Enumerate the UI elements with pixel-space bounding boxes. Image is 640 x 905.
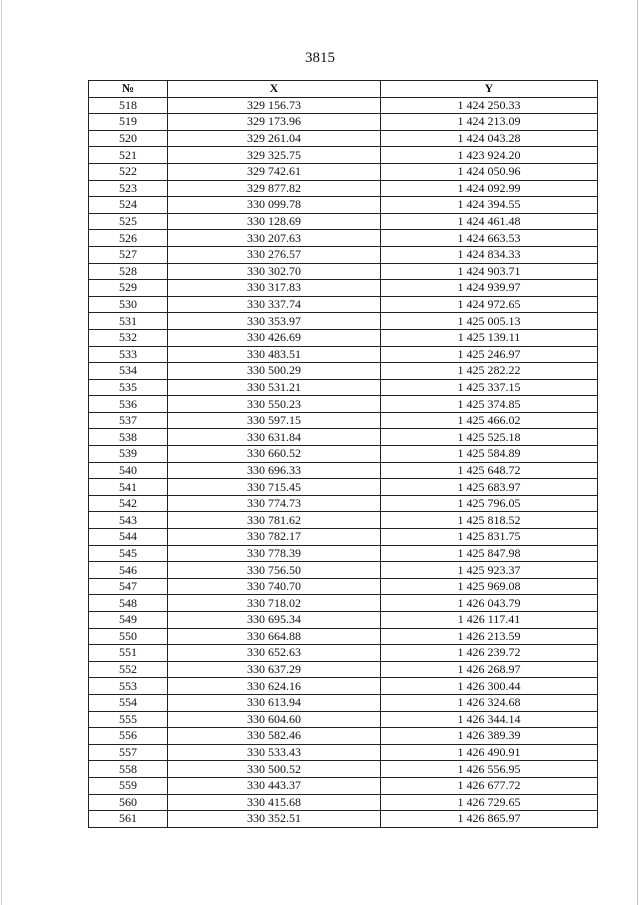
table-row: [89, 479, 598, 496]
cell-x: 330 550.23: [168, 396, 381, 413]
table-row: [89, 147, 598, 164]
cell-y: 1 424 663.53: [381, 230, 598, 247]
cell-y: 1 423 924.20: [381, 147, 598, 164]
table-row: [89, 246, 598, 263]
cell-number: 532: [89, 329, 168, 346]
cell-number: 543: [89, 512, 168, 529]
cell-number: 541: [89, 479, 168, 496]
cell-x: 330 660.52: [168, 446, 381, 463]
cell-number: 525: [89, 213, 168, 230]
cell-x: 330 483.51: [168, 346, 381, 363]
cell-y: 1 425 923.37: [381, 562, 598, 579]
table-row: [89, 412, 598, 429]
table-row: [89, 578, 598, 595]
cell-y: 1 425 683.97: [381, 479, 598, 496]
cell-number: 559: [89, 777, 168, 794]
cell-y: 1 426 344.14: [381, 711, 598, 728]
table-row: [89, 711, 598, 728]
cell-number: 560: [89, 794, 168, 811]
cell-x: 330 597.15: [168, 412, 381, 429]
cell-y: 1 426 389.39: [381, 728, 598, 745]
cell-number: 534: [89, 363, 168, 380]
table-row: [89, 396, 598, 413]
cell-x: 330 604.60: [168, 711, 381, 728]
cell-y: 1 425 831.75: [381, 529, 598, 546]
page-number: 3815: [305, 50, 335, 66]
cell-number: 519: [89, 114, 168, 131]
table-row: [89, 661, 598, 678]
cell-y: 1 424 903.71: [381, 263, 598, 280]
cell-x: 330 782.17: [168, 529, 381, 546]
table-row: [89, 811, 598, 828]
cell-y: 1 426 213.59: [381, 628, 598, 645]
cell-number: 528: [89, 263, 168, 280]
cell-x: 330 774.73: [168, 495, 381, 512]
cell-x: 330 352.51: [168, 811, 381, 828]
table-row: [89, 628, 598, 645]
cell-x: 330 613.94: [168, 694, 381, 711]
cell-y: 1 425 847.98: [381, 545, 598, 562]
cell-y: 1 426 556.95: [381, 761, 598, 778]
table-row: [89, 512, 598, 529]
header-row: [89, 81, 598, 98]
table-row: [89, 379, 598, 396]
table-row: [89, 744, 598, 761]
cell-y: 1 425 796.05: [381, 495, 598, 512]
cell-x: 330 582.46: [168, 728, 381, 745]
cell-number: 538: [89, 429, 168, 446]
cell-x: 330 099.78: [168, 197, 381, 214]
table-row: [89, 446, 598, 463]
cell-y: 1 424 461.48: [381, 213, 598, 230]
table-row: [89, 130, 598, 147]
cell-x: 330 637.29: [168, 661, 381, 678]
cell-number: 527: [89, 246, 168, 263]
cell-number: 533: [89, 346, 168, 363]
cell-number: 547: [89, 578, 168, 595]
cell-number: 524: [89, 197, 168, 214]
table-row: [89, 280, 598, 297]
cell-number: 550: [89, 628, 168, 645]
header-number: №: [89, 81, 168, 98]
cell-number: 537: [89, 412, 168, 429]
page-edge-right: [637, 0, 638, 905]
table-row: [89, 562, 598, 579]
cell-x: 330 631.84: [168, 429, 381, 446]
page-edge-left: [1, 0, 2, 905]
table-row: [89, 114, 598, 131]
table-row: [89, 213, 598, 230]
cell-number: 531: [89, 313, 168, 330]
cell-y: 1 426 677.72: [381, 777, 598, 794]
cell-x: 330 500.52: [168, 761, 381, 778]
cell-y: 1 424 834.33: [381, 246, 598, 263]
cell-y: 1 425 246.97: [381, 346, 598, 363]
table-row: [89, 163, 598, 180]
cell-x: 330 337.74: [168, 296, 381, 313]
cell-x: 329 156.73: [168, 97, 381, 114]
cell-y: 1 424 050.96: [381, 163, 598, 180]
cell-number: 546: [89, 562, 168, 579]
cell-x: 330 740.70: [168, 578, 381, 595]
cell-x: 330 415.68: [168, 794, 381, 811]
cell-number: 529: [89, 280, 168, 297]
table-row: [89, 296, 598, 313]
cell-y: 1 426 865.97: [381, 811, 598, 828]
cell-x: 330 652.63: [168, 645, 381, 662]
cell-y: 1 424 213.09: [381, 114, 598, 131]
cell-number: 554: [89, 694, 168, 711]
cell-x: 329 173.96: [168, 114, 381, 131]
cell-y: 1 424 092.99: [381, 180, 598, 197]
table-row: [89, 180, 598, 197]
cell-x: 330 778.39: [168, 545, 381, 562]
cell-number: 551: [89, 645, 168, 662]
cell-x: 330 533.43: [168, 744, 381, 761]
cell-number: 552: [89, 661, 168, 678]
cell-x: 330 276.57: [168, 246, 381, 263]
cell-number: 539: [89, 446, 168, 463]
cell-y: 1 425 584.89: [381, 446, 598, 463]
cell-number: 555: [89, 711, 168, 728]
table-row: [89, 313, 598, 330]
table-row: [89, 197, 598, 214]
cell-y: 1 426 300.44: [381, 678, 598, 695]
cell-x: 329 742.61: [168, 163, 381, 180]
cell-x: 330 624.16: [168, 678, 381, 695]
table-row: [89, 595, 598, 612]
cell-y: 1 425 282.22: [381, 363, 598, 380]
table-header: [89, 81, 598, 98]
cell-number: 542: [89, 495, 168, 512]
cell-y: 1 425 466.02: [381, 412, 598, 429]
cell-number: 545: [89, 545, 168, 562]
cell-y: 1 424 394.55: [381, 197, 598, 214]
cell-y: 1 425 525.18: [381, 429, 598, 446]
cell-y: 1 426 324.68: [381, 694, 598, 711]
table-row: [89, 346, 598, 363]
table-row: [89, 329, 598, 346]
cell-x: 330 302.70: [168, 263, 381, 280]
cell-y: 1 426 729.65: [381, 794, 598, 811]
cell-number: 520: [89, 130, 168, 147]
cell-number: 549: [89, 612, 168, 629]
cell-number: 535: [89, 379, 168, 396]
table-row: [89, 794, 598, 811]
cell-y: 1 426 117.41: [381, 612, 598, 629]
cell-number: 553: [89, 678, 168, 695]
cell-y: 1 425 374.85: [381, 396, 598, 413]
cell-number: 540: [89, 462, 168, 479]
table-row: [89, 761, 598, 778]
cell-y: 1 426 490.91: [381, 744, 598, 761]
cell-number: 530: [89, 296, 168, 313]
cell-x: 330 531.21: [168, 379, 381, 396]
cell-x: 330 353.97: [168, 313, 381, 330]
cell-x: 330 664.88: [168, 628, 381, 645]
cell-number: 522: [89, 163, 168, 180]
cell-x: 330 718.02: [168, 595, 381, 612]
cell-number: 544: [89, 529, 168, 546]
cell-y: 1 424 972.65: [381, 296, 598, 313]
table-row: [89, 678, 598, 695]
cell-y: 1 425 818.52: [381, 512, 598, 529]
cell-number: 557: [89, 744, 168, 761]
cell-number: 536: [89, 396, 168, 413]
cell-x: 330 781.62: [168, 512, 381, 529]
cell-number: 523: [89, 180, 168, 197]
table-row: [89, 545, 598, 562]
table-row: [89, 529, 598, 546]
cell-y: 1 424 043.28: [381, 130, 598, 147]
cell-number: 526: [89, 230, 168, 247]
cell-y: 1 425 648.72: [381, 462, 598, 479]
table-row: [89, 612, 598, 629]
table-row: [89, 462, 598, 479]
cell-x: 330 207.63: [168, 230, 381, 247]
cell-y: 1 426 268.97: [381, 661, 598, 678]
table-row: [89, 728, 598, 745]
cell-y: 1 425 969.08: [381, 578, 598, 595]
cell-x: 330 426.69: [168, 329, 381, 346]
table-body: [89, 97, 598, 827]
table-row: [89, 495, 598, 512]
table-row: [89, 263, 598, 280]
table-row: [89, 694, 598, 711]
table-row: [89, 645, 598, 662]
cell-y: 1 426 239.72: [381, 645, 598, 662]
cell-y: 1 424 939.97: [381, 280, 598, 297]
cell-number: 556: [89, 728, 168, 745]
cell-x: 330 756.50: [168, 562, 381, 579]
cell-x: 329 325.75: [168, 147, 381, 164]
cell-number: 561: [89, 811, 168, 828]
cell-y: 1 425 139.11: [381, 329, 598, 346]
cell-x: 330 695.34: [168, 612, 381, 629]
coordinates-table: [88, 80, 598, 828]
cell-number: 518: [89, 97, 168, 114]
cell-y: 1 425 005.13: [381, 313, 598, 330]
table-row: [89, 429, 598, 446]
cell-number: 521: [89, 147, 168, 164]
cell-number: 558: [89, 761, 168, 778]
cell-x: 329 261.04: [168, 130, 381, 147]
cell-y: 1 426 043.79: [381, 595, 598, 612]
table-row: [89, 363, 598, 380]
cell-x: 330 500.29: [168, 363, 381, 380]
table-row: [89, 230, 598, 247]
header-y: Y: [381, 81, 598, 98]
cell-y: 1 425 337.15: [381, 379, 598, 396]
header-x: X: [168, 81, 381, 98]
cell-x: 330 696.33: [168, 462, 381, 479]
table-row: [89, 777, 598, 794]
cell-x: 329 877.82: [168, 180, 381, 197]
table-row: [89, 97, 598, 114]
cell-x: 330 317.83: [168, 280, 381, 297]
cell-number: 548: [89, 595, 168, 612]
cell-x: 330 128.69: [168, 213, 381, 230]
cell-x: 330 715.45: [168, 479, 381, 496]
cell-y: 1 424 250.33: [381, 97, 598, 114]
cell-x: 330 443.37: [168, 777, 381, 794]
